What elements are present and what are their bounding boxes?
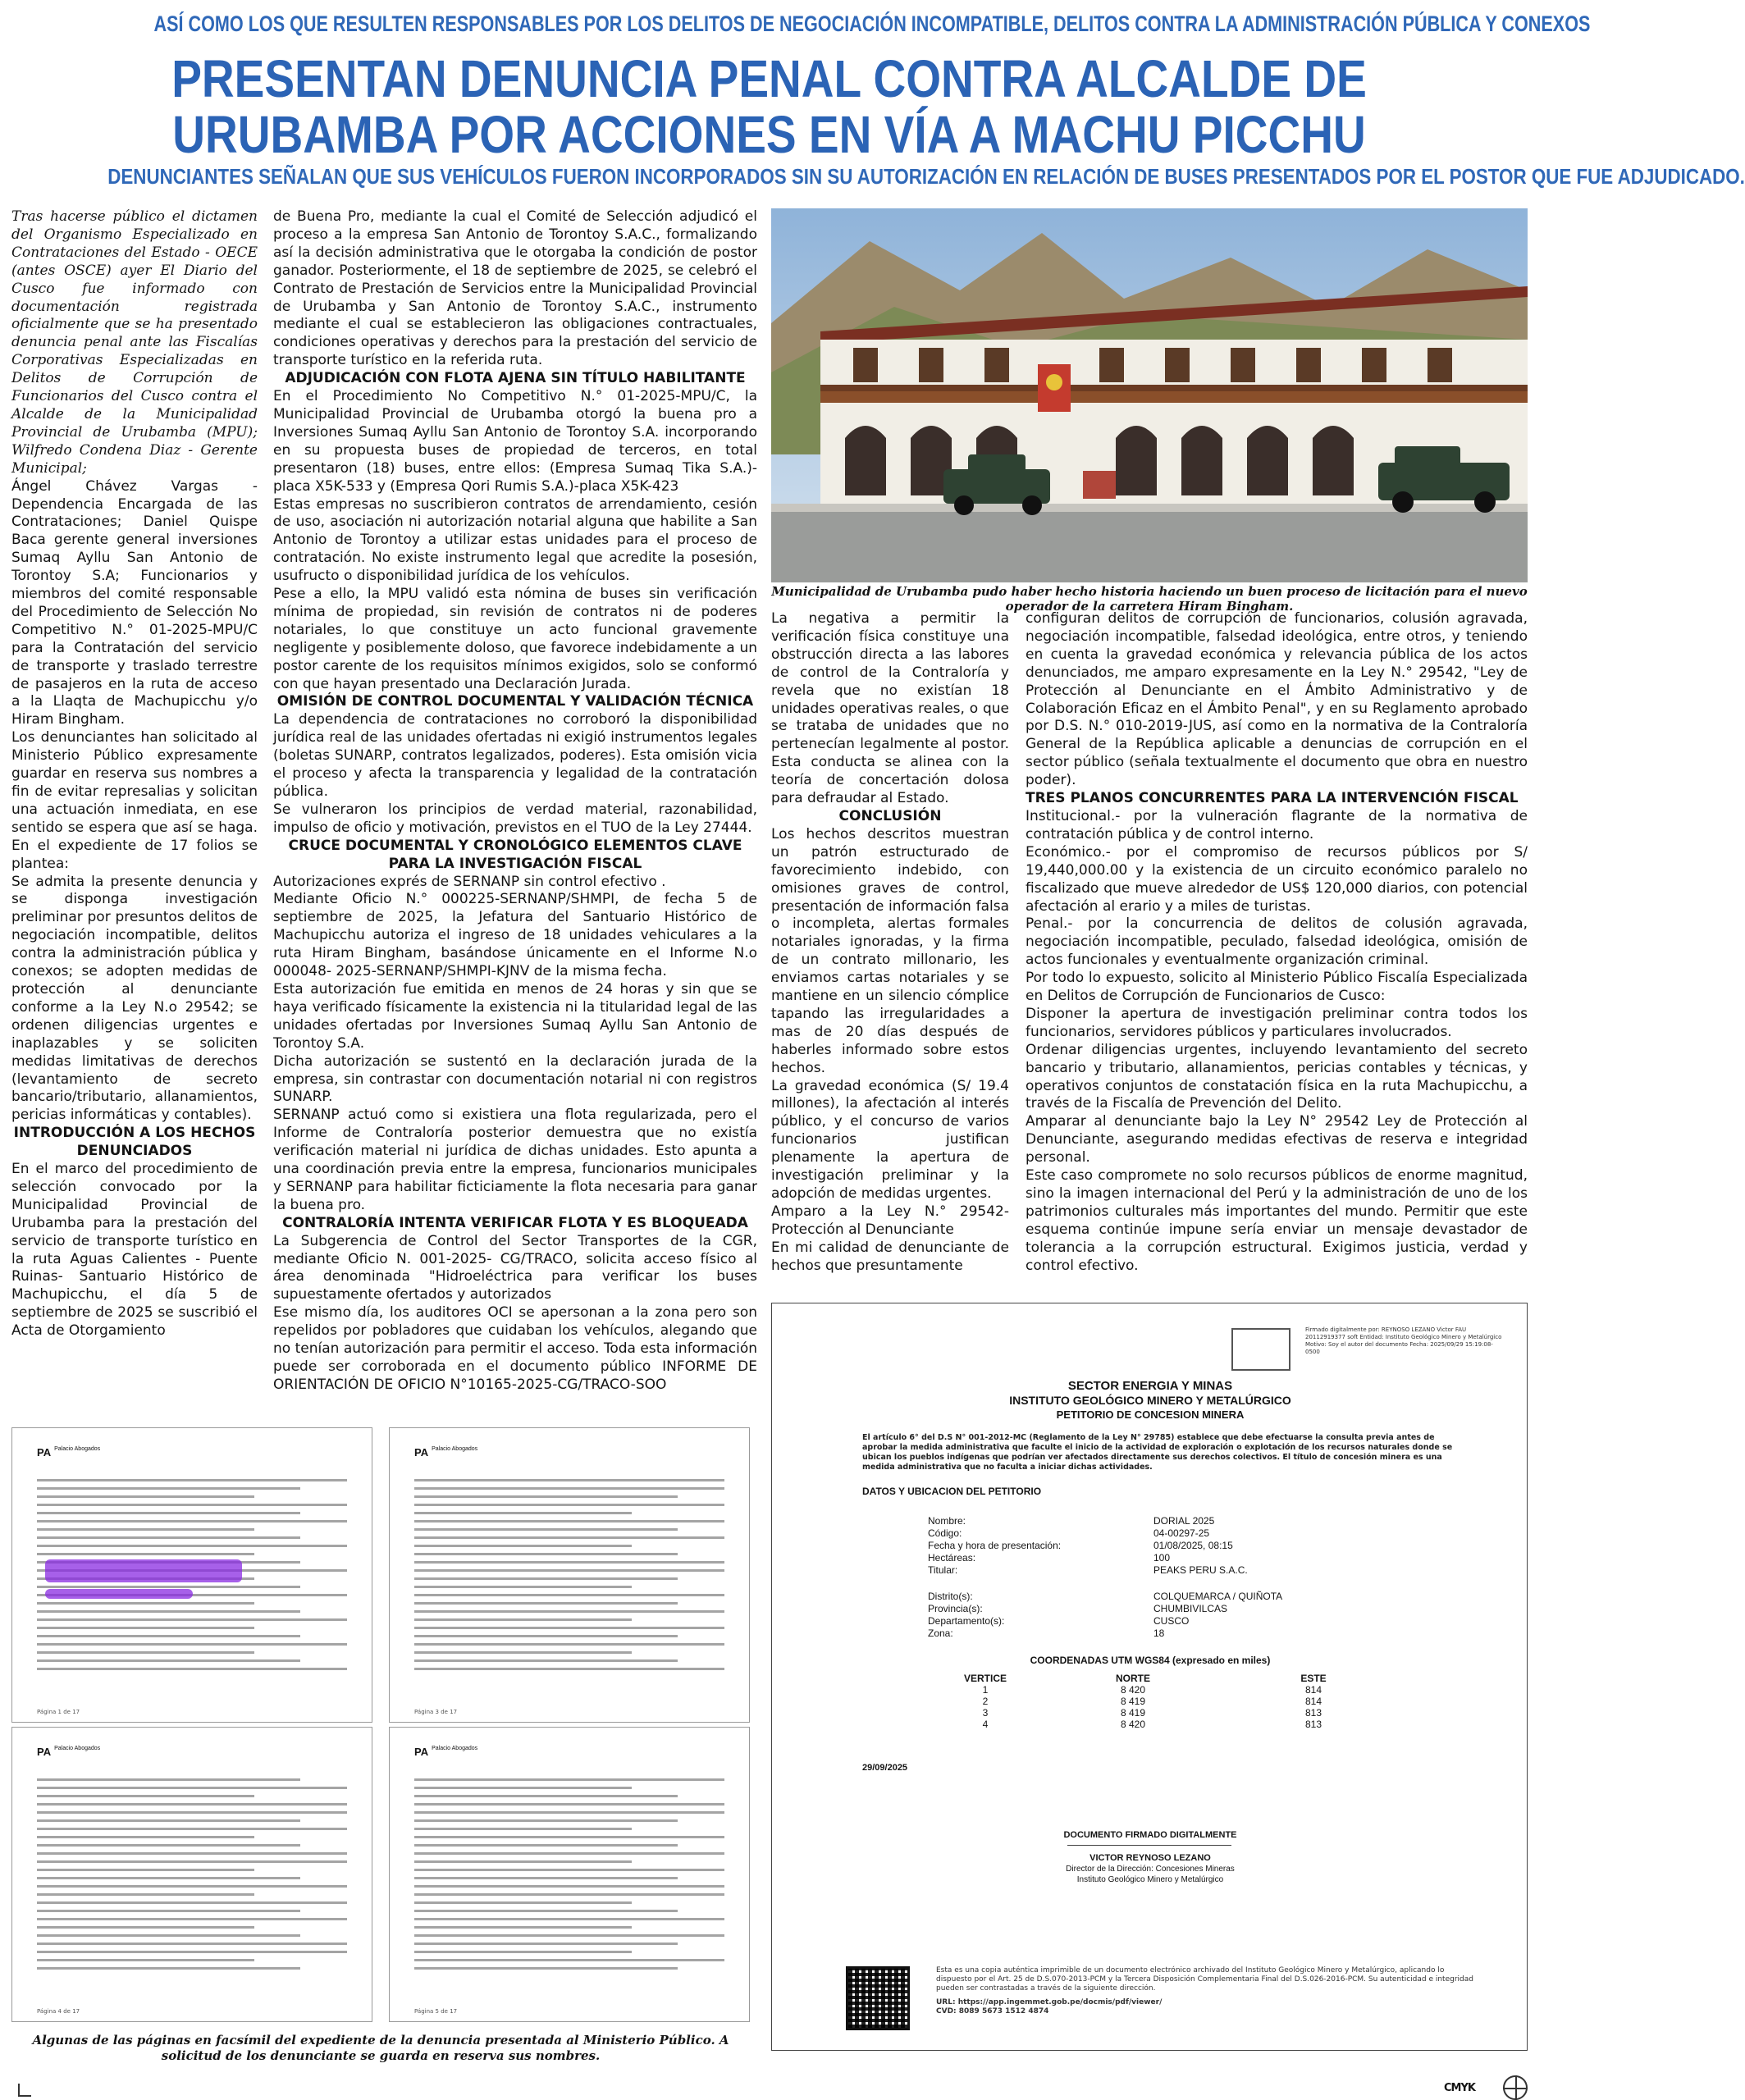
- kicker: ASÍ COMO LOS QUE RESULTEN RESPONSABLES POR LOS DELITOS DE NEGOCIACIÓN INCOMPATIBLE, DELITOS CONTRA LA ADMINISTRACIÓN PÚBLICA Y CONEXOS: [153, 11, 1591, 36]
- municipality-photo: [771, 208, 1528, 582]
- table-row: 2 8 419 814: [982, 1696, 1322, 1707]
- verification-code: CVD: 8089 5673 1512 4874: [936, 2007, 1049, 2016]
- paragraph: Se vulneraron los principios de verdad material, razonabilidad, impulso de oficio y motivación, previstos en el TUO de la Ley 27444.: [273, 801, 757, 836]
- lead-paragraph: Tras hacerse público el dictamen del Organismo Especializado en Contrataciones del Estado - OECE (antes OSCE) ayer El Diario del Cusco fue informado con documentación registrada oficialmente que se ha presentado denuncia penal ante las Fiscalías Corporativas Especializadas en Delitos de Corrupción de Funcionarios del Cusco contra el Alcalde de la Municipalidad Provincial de Urubamba (MPU); Wilfredo Condena Diaz - Gerente Municipal;: [11, 208, 258, 477]
- ingemmet-logo-icon: [1231, 1328, 1290, 1371]
- paragraph: Amparo a la Ley N.° 29542-Protección al Denunciante: [771, 1203, 1009, 1238]
- field-row: Código: 04-00297-25: [928, 1527, 1210, 1539]
- location-fields: [928, 1591, 1282, 1640]
- subheading: CRUCE DOCUMENTAL Y CRONOLÓGICO ELEMENTOS CLAVE PARA LA INVESTIGACIÓN FISCAL: [288, 837, 742, 872]
- verification-url: URL: https://app.ingemmet.gob.pe/docmis/pdf/viewer/: [936, 1998, 1163, 2006]
- paragraph: Penal.- por la concurrencia de delitos de colusión agravada, negociación incompatible, peculado, falsedad ideológica, omisión de actos funcionales y eventualmente organización criminal.: [1026, 915, 1528, 969]
- field-row: Titular: PEAKS PERU S.A.C.: [928, 1564, 1248, 1576]
- paragraph: Autorizaciones exprés de SERNANP sin control efectivo .: [273, 873, 666, 890]
- subheading: INTRODUCCIÓN A LOS HECHOS DENUNCIADOS: [13, 1125, 256, 1160]
- facsimile-brand: PA Palacio Abogados: [414, 1446, 478, 1459]
- crop-mark-icon: [18, 2084, 31, 2097]
- coords-title: COORDENADAS UTM WGS84 (expresado en miles): [1030, 1655, 1271, 1666]
- facsimile-page-1: [11, 1427, 372, 1723]
- mining-certificate: [771, 1303, 1528, 2051]
- redaction-mark: [45, 1559, 242, 1582]
- field-row: Zona: 18: [928, 1628, 1165, 1639]
- headline-line-1: PRESENTAN DENUNCIA PENAL CONTRA ALCALDE DE: [171, 49, 1367, 108]
- qr-code-icon: [846, 1966, 910, 2030]
- signer-institution: Instituto Geológico Minero y Metalúrgico: [1076, 1875, 1224, 1884]
- paragraph: Amparar al denunciante bajo la Ley N° 29542 Ley de Protección al Denunciante, asegurando medidas efectivas de reserva e integridad personal.: [1026, 1113, 1528, 1166]
- paragraph: La dependencia de contrataciones no corroboró la disponibilidad jurídica real de las unidades ofertadas ni exigió instrumentos legales (boletas SUNARP, contratos legalizados, poderes). Esta omisión vicia el proceso y afecta la transparencia y legalidad de la contratación pública.: [273, 711, 757, 800]
- certificate-footer: Esta es una copia auténtica imprimible de un documento electrónico archivado del Instituto Geológico Minero y Metalúrgico, aplicando lo dispuesto por el Art. 25 de D.S.070-2013-PCM y la Tercera Disposición Complementaria Final del D.S.026-2016-PCM. Su autenticidad e integridad pueden ser contrastadas a través de la siguiente dirección. URL: https://app.ingemmet.gob.pe/docmis/pdf/viewer/ CVD: 8089 5673 1512 4874: [936, 1966, 1478, 2016]
- page-label: Página 3 de 17: [414, 1709, 458, 1715]
- field-row: Distrito(s): COLQUEMARCA / QUIÑOTA: [928, 1591, 1283, 1602]
- paragraph: En el Procedimiento No Competitivo N.° 01-2025-MPU/C, la Municipalidad Provincial de Urubamba otorgó la buena pro a Inversiones Sumaq Ayllu San Antonio de Torontoy S.A. incorporando en su propuesta buses de propiedad de terceros, en total presentaron (18) buses, entre ellos: (Empresa Sumaq Tika S.A.)- placa X5K-533 y (Empresa Qori Rumis S.A.)-placa X5K-423: [273, 388, 757, 495]
- headline-line-2: URUBAMBA POR ACCIONES EN VÍA A MACHU PICCHU: [172, 105, 1366, 164]
- paragraph: La negativa a permitir la verificación física constituye una obstrucción directa a las labores de control de la Contraloría y revela que no existían 18 unidades operativas reales, o que se trataba de unidades que no pertenecían legalmente al postor. Esta conducta se alinea con la teoría de concertación dolosa para defraudar al Estado.: [771, 610, 1009, 807]
- sector-title: SECTOR ENERGIA Y MINAS: [1067, 1379, 1233, 1393]
- field-row: Provincia(s): CHUMBIVILCAS: [928, 1603, 1228, 1614]
- paragraph: Mediante Oficio N.° 000225-SERNANP/SHMPI, de fecha 5 de septiembre de 2025, la Jefatura del Santuario Histórico de Machupicchu autoriza el ingreso de 18 unidades vehiculares a la ruta Hiram Bingham, basándose únicamente en el Informe N.o 000048- 2025-SERNANP/SHMPI-KJNV de la misma fecha.: [273, 891, 757, 980]
- redaction-mark: [45, 1589, 193, 1599]
- field-row: Fecha y hora de presentación: 01/08/2025, 08:15: [928, 1540, 1233, 1551]
- field-row: Nombre: DORIAL 2025: [928, 1515, 1215, 1527]
- paragraph: Los denunciantes han solicitado al Ministerio Público expresamente guardar en reserva sus nombres a fin de evitar represalias y solicitan una actuación inmediata, en ese sentido se espera que así se haga. En el expediente de 17 folios se plantea:: [11, 729, 258, 872]
- table-row: 3 8 419 813: [982, 1707, 1322, 1719]
- legal-note: El artículo 6° del D.S N° 001-2012-MC (Reglamento de la Ley N° 29785) establece que debe efectuarse la consulta previa antes de aprobar la medida administrativa que faculte el inicio de la actividad de exploración o explotación de los recursos naturales donde se ubican los pueblos indígenas que podrían ver afectados directamente sus derechos colectivos. El título de concesión minera es una medida administrativa que no faculta a iniciar dichas actividades.: [862, 1433, 1453, 1472]
- institute-title: INSTITUTO GEOLÓGICO MINERO Y METALÚRGICO: [1009, 1394, 1291, 1407]
- facsimile-page-2: [389, 1427, 750, 1723]
- headline: [0, 51, 1538, 162]
- column-header: NORTE: [1116, 1673, 1150, 1684]
- paragraph: Se admita la presente denuncia y se disponga investigación preliminar por presuntos delitos de negociación incompatible, delitos contra la administración pública y conexos; se adopten medidas de protección al denunciante conforme a la Ley N.o 29542; se ordenen diligencias urgentes e inaplazables y se soliciten medidas limitativas de derechos (levantamiento de secreto bancario/tributario, allanamientos, pericias informáticas y contables).: [11, 873, 258, 1124]
- subheading: TRES PLANOS CONCURRENTES PARA LA INTERVENCIÓN FISCAL: [1026, 790, 1519, 807]
- facsimile-brand: PA Palacio Abogados: [37, 1446, 101, 1459]
- paragraph: La Subgerencia de Control del Sector Transportes de la CGR, mediante Oficio N. 001-2025- CG/TRACO, solicita acceso físico al área denominada "Hidroeléctrica para verificar los buses supuestamente ofertados y autorizados: [273, 1232, 757, 1303]
- paragraph: Esta autorización fue emitida en menos de 24 horas y sin que se haya verificado físicamente la existencia ni la titularidad legal de las unidades ofertadas por Inversiones Sumaq Ayllu San Antonio de Torontoy S.A.: [273, 980, 757, 1052]
- page-label: Página 4 de 17: [37, 2008, 80, 2015]
- paragraph: Este caso compromete no solo recursos públicos de enorme magnitud, sino la imagen internacional del Perú y la administración de uno de los patrimonios culturales más importantes del mundo. Permitir que este esquema continúe impune sería enviar un mensaje devastador de tolerancia a la corrupción estructural. Exigimos justicia, verdad y control efectivo.: [1026, 1167, 1528, 1274]
- paragraph: Ordenar diligencias urgentes, incluyendo levantamiento del secreto bancario y tributario, allanamientos, pericias contables y técnicas, y operativos conjuntos de constatación física en la ruta Machupicchu, a través de la Fiscalía de Prevención del Delito.: [1026, 1041, 1528, 1112]
- signer-role: Director de la Dirección: Concesiones Mineras: [1066, 1865, 1235, 1874]
- paragraph: En mi calidad de denunciante de hechos que presuntamente: [771, 1239, 1009, 1274]
- table-row: 1 8 420 814: [982, 1684, 1322, 1696]
- paragraph: La gravedad económica (S/ 19.4 millones), la afectación al interés público, y el concurso de varios funcionarios justifican plenamente la apertura de investigación preliminar y la adopción de medidas urgentes.: [771, 1077, 1009, 1202]
- paragraph: Disponer la apertura de investigación preliminar contra todos los funcionarios, servidores públicos y particulares involucrados.: [1026, 1005, 1528, 1040]
- page-label: Página 1 de 17: [37, 1709, 80, 1715]
- registration-mark-icon: [1503, 2075, 1528, 2100]
- column-4: [1026, 610, 1528, 1276]
- paragraph: Por todo lo expuesto, solicito al Ministerio Público Fiscalía Especializada en Delitos de Corrupción de Funcionarios de Cusco:: [1026, 970, 1528, 1005]
- deck: DENUNCIANTES SEÑALAN QUE SUS VEHÍCULOS FUERON INCORPORADOS SIN SU AUTORIZACIÓN EN RELACIÓN DE BUSES PRESENTADOS POR EL POSTOR QUE FUE ADJUDICADO.: [107, 164, 1745, 189]
- facsimile-page-3: [11, 1727, 372, 2022]
- paragraph: configuran delitos de corrupción de funcionarios, colusión agravada, negociación incompatible, falsedad ideológica, entre otros, y teniendo en cuenta la gravedad económica y relevancia pública de los actos denunciados, me amparo expresamente en la Ley N.° 29542, "Ley de Protección al Denunciante en el Ámbito Administrativo y de Colaboración Eficaz en el Ámbito Penal", y en su Reglamento aprobado por D.S. N.° 010-2019-JUS, así como en la normativa de la Contraloría General de la República aplicable a denuncias de corrupción en el sector público (señala textualmente el documento que obra en nuestro poder).: [1026, 610, 1528, 789]
- field-row: Hectáreas: 100: [928, 1552, 1171, 1564]
- column-header: VERTICE: [963, 1673, 1007, 1684]
- column-header: ESTE: [1300, 1673, 1327, 1684]
- paragraph: SERNANP actuó como si existiera una flota regularizada, pero el Informe de Contraloría posterior demuestra que no existía verificación material ni jurídica de dichas unidades. Esto apunta a una coordinación previa entre la empresa, funcionarios municipales y SERNANP para habilitar ficticiamente la flota necesaria para ganar la buena pro.: [273, 1107, 757, 1213]
- digital-signature-stamp: Firmado digitalmente por: REYNOSO LEZANO Victor FAU 20112919377 soft Entidad: Instituto Geológico Minero y Metalúrgico Motivo: Soy el autor del documento Fecha: 2025/09/29 15:19:08-0500: [1305, 1326, 1502, 1355]
- column-1: [11, 208, 258, 1340]
- facsimile-caption: Algunas de las páginas en facsímil del expediente de la denuncia presentada al Ministerio Público. A solicitud de los denunciante se guarda en reserva sus nombres.: [32, 2033, 729, 2063]
- page-label: Página 5 de 17: [414, 2008, 458, 2015]
- paragraph: Económico.- por el compromiso de recursos públicos por S/ 19,440,000.00 y la existencia de un circuito económico paralelo no fiscalizado que mueve alrededor de US$ 120,000 diarios, con potencial afectación al erario y a miles de turistas.: [1026, 843, 1528, 915]
- field-row: Departamento(s): CUSCO: [928, 1615, 1190, 1627]
- subheading: CONCLUSIÓN: [838, 807, 942, 824]
- paragraph: Dicha autorización se sustentó en la declaración jurada de la empresa, sin contrastar con documentación notarial ni con registros SUNARP.: [273, 1052, 757, 1106]
- paragraph: Ángel Chávez Vargas - Dependencia Encargada de las Contrataciones; Daniel Quispe Baca gerente general inversiones Sumaq Ayllu San Antonio de Torontoy S.A; Funcionarios y miembros del comité responsable del Procedimiento de Selección No Competitivo N.° 01-2025-MPU/C para la Contratación del servicio de transporte y traslado terrestre de pasajeros en la ruta de acceso a la Llaqta de Machupicchu y/o Hiram Bingham.: [11, 477, 258, 728]
- paragraph: Pese a ello, la MPU validó esta nómina de buses sin verificación mínima de propiedad, sin revisión de contratos ni de poderes notariales, lo que constituye un acto funcional gravemente negligente y posiblemente doloso, que favorece indebidamente a un postor carente de los requisitos mínimos exigidos, solo se conformó con que hayan presentado una Declaración Jurada.: [273, 586, 757, 692]
- paragraph: Institucional.- por la vulneración flagrante de la normativa de contratación pública y de control interno.: [1026, 807, 1528, 842]
- facsimile-page-4: [389, 1727, 750, 2022]
- facsimile-brand: PA Palacio Abogados: [414, 1746, 478, 1758]
- paragraph: de Buena Pro, mediante la cual el Comité de Selección adjudicó el proceso a la empresa San Antonio de Torontoy S.A.C., formalizando así la decisión administrativa que le otorgaba la condición de postor ganador. Posteriormente, el 18 de septiembre de 2025, se celebró el Contrato de Prestación de Servicios entre la Municipalidad Provincial de Urubamba y San Antonio de Torontoy S.A.C., instrumento mediante el cual se establecieron las obligaciones contractuales, condiciones operativas y derechos para la prestación del servicio de transporte turístico en la referida ruta.: [273, 208, 757, 369]
- subheading: CONTRALORÍA INTENTA VERIFICAR FLOTA Y ES BLOQUEADA: [282, 1214, 748, 1231]
- column-3: [771, 610, 1009, 1276]
- paragraph: Estas empresas no suscribieron contratos de arrendamiento, cesión de uso, asociación ni autorización notarial alguna que habilite a San Antonio de Torontoy a utilizar estas unidades para el proceso de contratación. No existe instrumento legal que acredite la posesión, usufructo o disponibilidad jurídica de los vehículos.: [273, 495, 757, 585]
- divider: [1067, 1845, 1231, 1846]
- photo-caption: Municipalidad de Urubamba pudo haber hecho historia haciendo un buen proceso de licitación para el nuevo operador de la carretera Hiram Bingham.: [771, 584, 1528, 614]
- paragraph: En el marco del procedimiento de selección convocado por la Municipalidad Provincial de Urubamba para la prestación del servicio de transporte turístico en la ruta Aguas Calientes - Puente Ruinas- Santuario Histórico de Machupicchu, el día 5 de septiembre de 2025 se suscribió el Acta de Otorgamiento: [11, 1161, 258, 1340]
- paragraph: Los hechos descritos muestran un patrón estructurado de favorecimiento indebido, con omisiones graves de control, presentación de información falsa o incompleta, alertas formales notariales ignoradas, y la firma de un contrato millonario, les enviamos cartas notariales y se mantiene en un silencio cómplice tapando las irregularidades a mas de 20 días después de haberles informado sobre estos hechos.: [771, 825, 1009, 1076]
- table-row: 4 8 420 813: [982, 1719, 1322, 1730]
- paragraph: Ese mismo día, los auditores OCI se apersonan a la zona pero son repelidos por pobladores que cuidaban los vehículos, alegando que no tenían autorización para permitir el acceso. Toda esta información puede ser corroborada en el documento público INFORME DE ORIENTACIÓN DE OFICIO N°10165-2025-CG/TRACO-SOO: [273, 1304, 757, 1393]
- facsimile-brand: PA Palacio Abogados: [37, 1746, 101, 1758]
- utm-table: [936, 1673, 1396, 1730]
- petitorio-title: PETITORIO DE CONCESION MINERA: [1056, 1408, 1245, 1421]
- section-title: DATOS Y UBICACION DEL PETITORIO: [862, 1486, 1042, 1497]
- subheading: ADJUDICACIÓN CON FLOTA AJENA SIN TÍTULO HABILITANTE: [285, 370, 746, 387]
- certificate-date: 29/09/2025: [862, 1763, 908, 1773]
- signed-label: DOCUMENTO FIRMADO DIGITALMENTE: [1063, 1830, 1237, 1840]
- signer-name: VICTOR REYNOSO LEZANO: [1089, 1853, 1211, 1863]
- building-illustration: [771, 208, 1528, 582]
- column-2: [273, 208, 757, 1395]
- petitorio-fields: [928, 1515, 1248, 1577]
- subheading: OMISIÓN DE CONTROL DOCUMENTAL Y VALIDACIÓN TÉCNICA: [276, 693, 754, 710]
- cmyk-mark: CMYK: [1444, 2082, 1475, 2094]
